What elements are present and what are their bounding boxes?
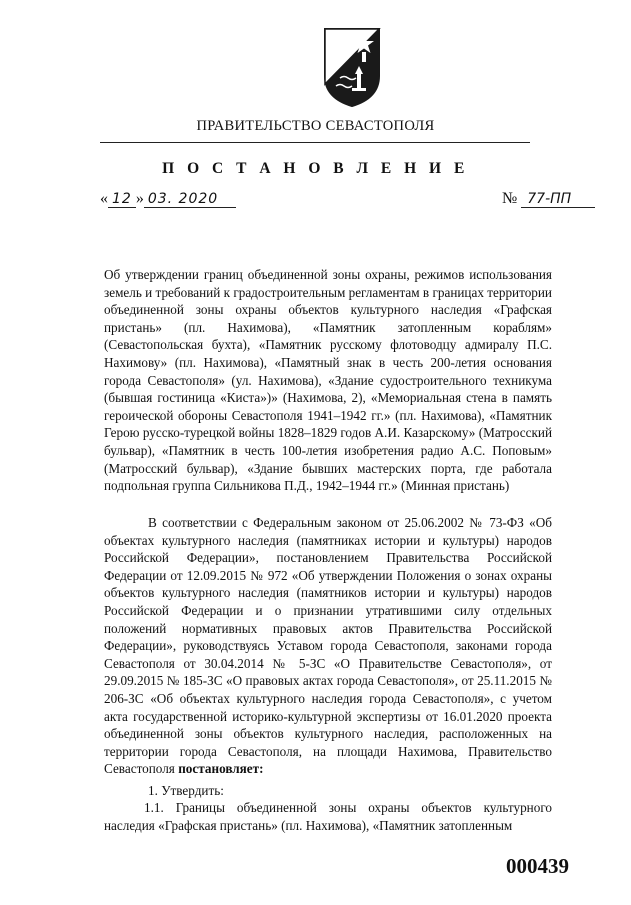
resolves-keyword: постановляет: <box>178 761 264 777</box>
date-close-quote: » <box>135 190 144 207</box>
date-day: 12 <box>108 191 136 208</box>
header-divider <box>100 142 530 143</box>
date-open-quote: « <box>100 190 108 207</box>
item-1-1 <box>104 799 552 834</box>
document-subject: Об утверждении границ объединенной зоны охраны, режимов использования земель и требований к градостроительным регламентам в границах территории объединенной зоны охраны объектов культурного наследия «Графская пристань» (пл. Нахимова), «Памятник затопленным кораблям» (Севастопольская бухта), «Памятник русскому флотоводцу адмиралу П.С. Нахимову» (пл. Нахимова), «Памятный знак в честь 200-летия основания города Севастополя» (ул. Нахимова), «Здание судостроительного техникума (бывшая гостиница «Киста»)» (Нахимова, 2), «Мемориальная стена в память героической обороны Севастополя 1941–1942 гг.» (пл. Нахимова), «Памятник Герою русско-турецкой войны 1828–1829 годов А.И. Казарскому» (Матросский бульвар), «Памятник в честь 100-летия изобретения радио А.С. Поповым» (Матросский бульвар), «Здание бывших мастерских порта, где работала подпольная группа Сильникова П.Д., 1942–1944 гг.» (Минная пристань) <box>104 267 552 494</box>
number-label: № <box>502 190 518 207</box>
preamble-text: В соответствии с Федеральным законом от 25.06.2002 № 73-ФЗ «Об объектах культурного наследия (памятниках истории и культуры) народов Российской Федерации», постановлением Правительства Российской Федерации от 12.09.2015 № 972 «Об утверждении Положения о зонах охраны объектов культурного наследия (памятников истории и культуры) народов Российской Федерации и о признании утратившими силу отдельных положений нормативных правовых актов Правительства Российской Федерации», руководствуясь Уставом города Севастополя, законами города Севастополя от 30.04.2014 № 5-ЗС «О Правительстве Севастополя», от 29.09.2015 № 185-ЗС «О правовых актах города Севастополя», от 25.11.2015 № 206-ЗС «Об объектах культурного наследия города Севастополя», с учетом акта государственной историко-культурной экспертизы от 16.01.2020 проекта объединенной зоны объектов культурного наследия, расположенных на территории города Севастополя, на площади Нахимова, Правительство Севастополя <box>104 515 552 777</box>
number-value: 77-ПП <box>521 191 595 208</box>
document-number <box>502 190 595 208</box>
preamble <box>104 514 552 778</box>
item-1-1-text: 1.1. Границы объединенной зоны охраны объектов культурного наследия «Графская пристань» (пл. Нахимова), «Памятник затопленным <box>104 800 552 833</box>
document-type: П О С Т А Н О В Л Е Н И Е <box>162 160 469 177</box>
form-serial-number: 000439 <box>506 854 569 878</box>
sevastopol-coat-of-arms-icon <box>322 26 382 108</box>
government-name: ПРАВИТЕЛЬСТВО СЕВАСТОПОЛЯ <box>196 118 435 134</box>
document-date <box>100 190 236 208</box>
item-1: 1. Утвердить: <box>148 783 224 798</box>
date-month-year: 03. 2020 <box>144 191 236 208</box>
